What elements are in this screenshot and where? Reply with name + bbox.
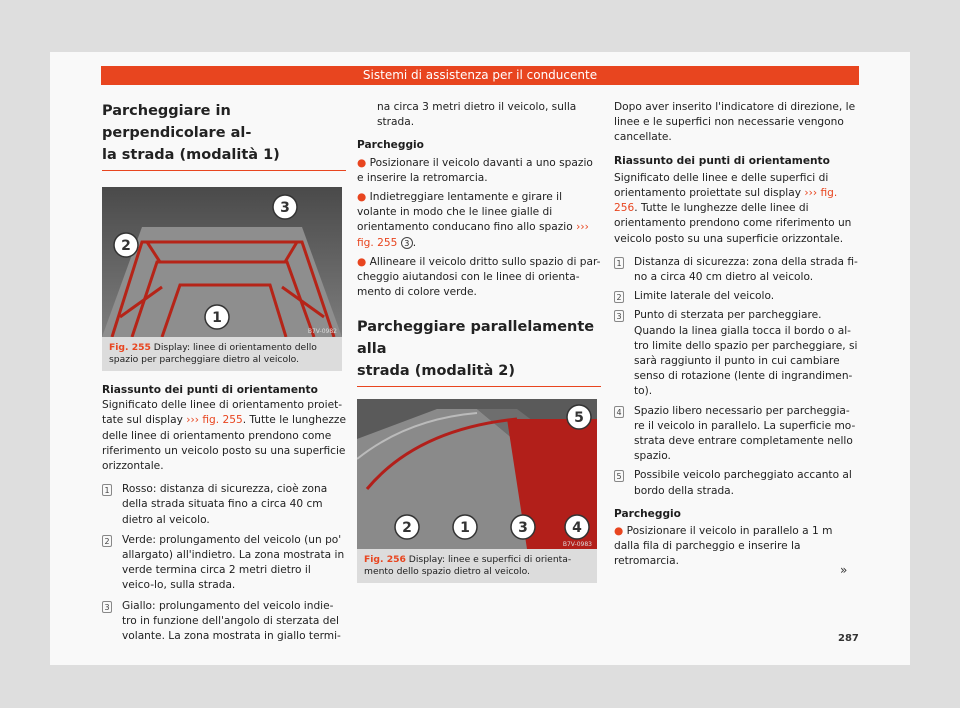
summary-text-b: . Tutte le lunghezze delle linee di orientamento prendono come riferimento un veicolo posto su una superficie orizzontale. bbox=[102, 414, 346, 473]
ref-arrow: ››› bbox=[804, 187, 818, 200]
figure-255 bbox=[102, 187, 342, 371]
section-title-line-2: strada (modalità 2) bbox=[357, 363, 515, 380]
callout-1: 1 bbox=[460, 520, 470, 537]
item-text: Punto di sterzata per parcheggiare. Quando la linea gialla tocca il bordo o al-tro limite dello spazio per parcheggiare, si sarà raggiunto il punto in cui cambiare senso di rotazione (lente di ingrandimen-to). bbox=[634, 309, 858, 398]
callout-5: 5 bbox=[574, 410, 584, 427]
item-number: 1 bbox=[102, 484, 112, 496]
figure-ref-link[interactable]: fig. 255 bbox=[357, 236, 398, 249]
callout-4: 4 bbox=[572, 520, 582, 537]
summary-title: Riassunto dei punti di orientamento bbox=[102, 384, 318, 396]
list-item bbox=[614, 289, 858, 304]
callout-3: 3 bbox=[280, 200, 290, 216]
item-text: Rosso: distanza di sicurezza, cioè zona della strada situata fino a circa 40 cm dietro al veicolo. bbox=[122, 483, 328, 526]
intro-text: Dopo aver inserito l'indicatore di direzione, le linee e le superfici non necessarie vengono cancellate. bbox=[614, 101, 856, 144]
column-3 bbox=[614, 100, 858, 570]
list-item bbox=[102, 533, 346, 594]
summary-title: Riassunto dei punti di orientamento bbox=[614, 154, 830, 167]
bullet-tail: . bbox=[412, 236, 417, 249]
bullet-item bbox=[614, 524, 858, 570]
summary-text-b: . Tutte le lunghezze delle linee di orientamento prendono come riferimento un veicolo posto su una superficie orizzontale. bbox=[614, 202, 852, 245]
figure-256 bbox=[357, 399, 597, 583]
callout-2: 2 bbox=[402, 520, 412, 537]
bullet-item bbox=[357, 156, 601, 186]
parking-title: Parcheggio bbox=[357, 139, 424, 152]
list-item bbox=[614, 255, 858, 285]
callout-2: 2 bbox=[121, 238, 131, 254]
figure-label: Fig. 256 bbox=[364, 554, 406, 566]
item-number: 3 bbox=[614, 310, 624, 322]
figure-ref-link[interactable]: fig. 255 bbox=[202, 414, 243, 427]
ref-arrow: ››› bbox=[576, 221, 589, 234]
item-text: Limite laterale del veicolo. bbox=[634, 290, 775, 303]
summary-text-a: Significato delle linee e delle superfici di orientamento proiettate sul display bbox=[614, 171, 829, 200]
item-number: 2 bbox=[102, 535, 112, 547]
parking-title: Parcheggio bbox=[614, 507, 681, 520]
item-number: 5 bbox=[614, 470, 624, 482]
item-number: 1 bbox=[614, 257, 624, 269]
bullet-item bbox=[357, 190, 601, 251]
bullet-dot-icon: ● bbox=[614, 525, 624, 538]
figure-label: Fig. 255 bbox=[109, 342, 151, 353]
figure-code: B7V-0983 bbox=[562, 541, 592, 549]
column-1 bbox=[102, 100, 346, 644]
section-title-line-1: Parcheggiare in perpendicolare al- bbox=[102, 103, 252, 141]
figure-255-image bbox=[102, 187, 342, 337]
ref-arrow: ››› bbox=[186, 414, 199, 427]
bullet-dot-icon: ● bbox=[357, 255, 367, 268]
figure-caption-text: Display: linee di orientamento dello spazio per parcheggiare dietro al veicolo. bbox=[109, 342, 317, 365]
bullet-text: Posizionare il veicolo davanti a uno spazio e inserire la retromarcia. bbox=[357, 156, 593, 184]
figure-caption-text: Display: linee e superfici di orienta-mento dello spazio dietro al veicolo. bbox=[364, 554, 572, 578]
figure-256-caption bbox=[357, 549, 597, 583]
bullet-dot-icon: ● bbox=[357, 156, 367, 169]
figure-256-image bbox=[357, 399, 597, 549]
bullet-text: Posizionare il veicolo in parallelo a 1 m dalla fila di parcheggio e inserire la retromarcia. bbox=[614, 525, 833, 568]
list-item bbox=[614, 308, 858, 399]
item-text: Giallo: prolungamento del veicolo indie-tro in funzione dell'angolo di sterzata del volante. La zona mostrata in giallo termi- bbox=[122, 599, 341, 643]
figure-ref-link[interactable]: fig. 256 bbox=[614, 187, 838, 215]
page-number: 287 bbox=[838, 633, 859, 644]
summary-text bbox=[102, 398, 346, 474]
item-text: Distanza di sicurezza: zona della strada fi-no a circa 40 cm dietro al veicolo. bbox=[634, 255, 858, 284]
bullet-text: Allineare il veicolo dritto sullo spazio di par-cheggio aiutandosi con le linee di orienta-mento di colore verde. bbox=[357, 255, 601, 299]
header-title: Sistemi di assistenza per il conducente bbox=[362, 68, 598, 82]
callout-3: 3 bbox=[518, 520, 528, 537]
section-title-line-2: la strada (modalità 1) bbox=[102, 147, 280, 163]
section-title-line-1: Parcheggiare parallelamente alla bbox=[357, 319, 595, 358]
figure-code: B7V-0982 bbox=[307, 328, 337, 335]
item-number: 2 bbox=[614, 291, 624, 303]
callout-ref: 3 bbox=[401, 237, 413, 249]
item-text: Possibile veicolo parcheggiato accanto al bordo della strada. bbox=[634, 469, 852, 497]
bullet-text: Indietreggiare lentamente e girare il volante in modo che le linee gialle di orientamento conducano fino allo spazio bbox=[357, 191, 573, 234]
bullet-dot-icon: ● bbox=[357, 191, 367, 204]
summary-text-a: Significato delle linee di orientamento proiet-tate sul display bbox=[102, 399, 343, 427]
section-title-perpendicular bbox=[102, 100, 346, 171]
item-number: 3 bbox=[102, 601, 112, 613]
continuation-text: na circa 3 metri dietro il veicolo, sulla strada. bbox=[377, 101, 577, 129]
item-text: Verde: prolungamento del veicolo (un po' allargato) all'indietro. La zona mostrata in verde termina circa 2 metri dietro il veico-lo, sulla strada. bbox=[122, 533, 345, 592]
list-item bbox=[614, 404, 858, 465]
callout-1: 1 bbox=[212, 310, 222, 326]
figure-255-caption bbox=[102, 337, 342, 371]
item-text: Spazio libero necessario per parcheggia-re il veicolo in parallelo. La superficie mo-strata deve entrare completamente nello spazio. bbox=[634, 404, 856, 463]
section-title-parallel bbox=[357, 316, 601, 387]
column-2 bbox=[357, 100, 601, 583]
bullet-item bbox=[357, 255, 601, 301]
continue-mark: » bbox=[840, 563, 848, 577]
item-number: 4 bbox=[614, 406, 624, 418]
list-item bbox=[102, 599, 346, 645]
list-item bbox=[614, 468, 858, 498]
summary-text bbox=[614, 171, 858, 247]
list-item bbox=[102, 482, 346, 528]
